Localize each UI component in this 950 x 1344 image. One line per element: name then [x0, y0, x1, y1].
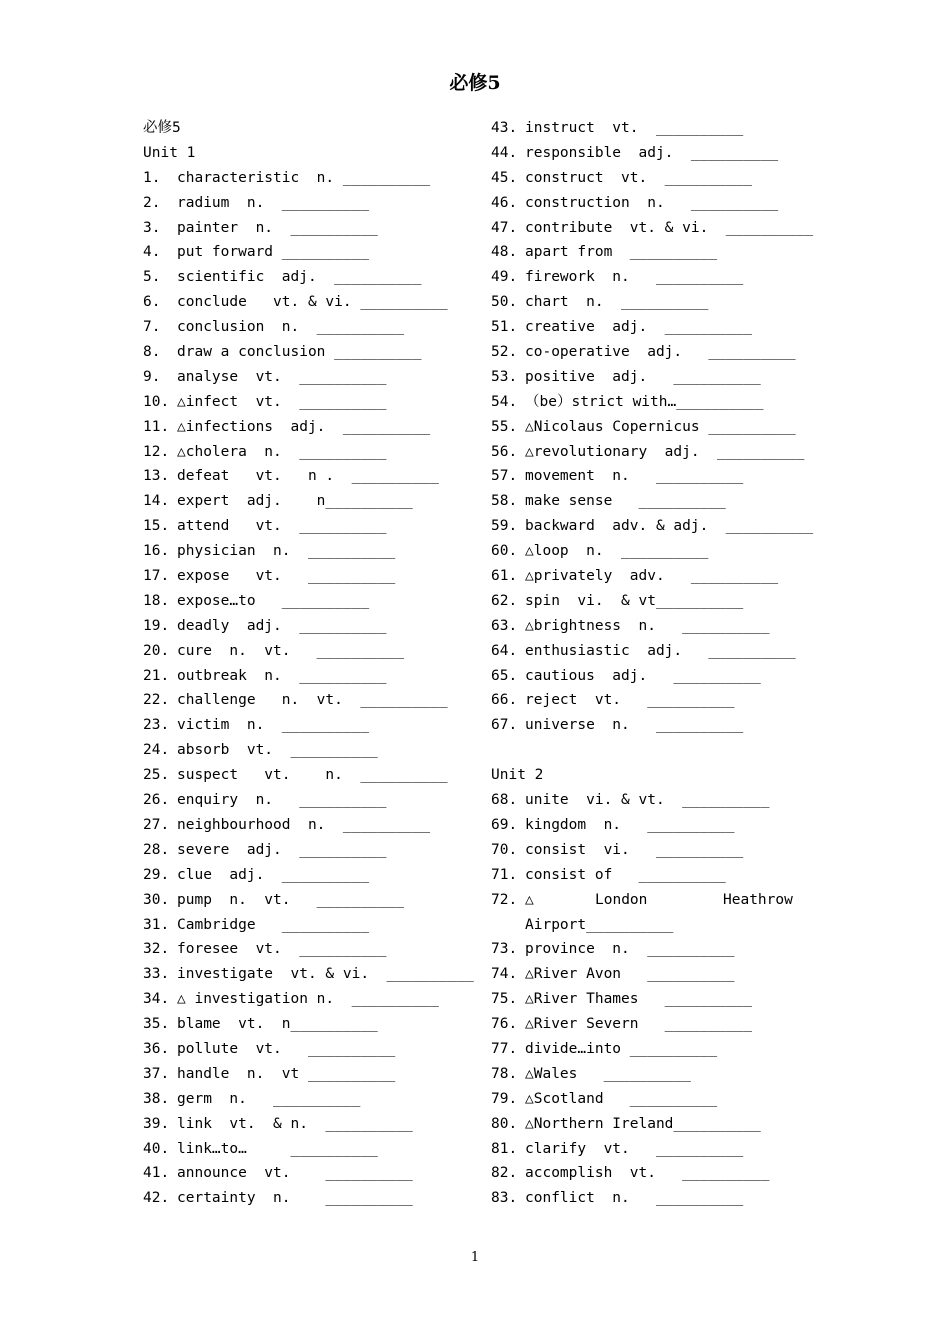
item-text: conclusion n. __________ — [177, 319, 404, 336]
list-item — [491, 1112, 811, 1137]
item-number: 50. — [491, 294, 518, 311]
unit-heading: Unit 2 — [491, 767, 544, 784]
item-number: 22. — [143, 692, 170, 709]
item-number: 33. — [143, 966, 170, 983]
item-text: divide…into __________ — [525, 1040, 718, 1057]
item-number: 4. — [143, 244, 161, 261]
item-number: 30. — [143, 891, 170, 908]
list-item-continuation: Airport__________ — [525, 916, 674, 933]
item-number: 65. — [491, 667, 518, 684]
list-item — [143, 514, 463, 539]
list-item — [143, 315, 463, 340]
list-item — [491, 888, 811, 913]
item-text: expose…to __________ — [177, 592, 370, 609]
item-text: attend vt. __________ — [177, 518, 387, 535]
item-text: absorb vt. __________ — [177, 742, 378, 759]
list-item — [491, 166, 811, 191]
item-text: germ n. __________ — [177, 1090, 361, 1107]
spacer — [491, 738, 811, 763]
item-text: province n. __________ — [525, 941, 735, 958]
item-text: △Northern Ireland__________ — [525, 1115, 761, 1132]
list-item — [491, 216, 814, 241]
item-number: 57. — [491, 468, 518, 485]
item-number: 78. — [491, 1065, 518, 1082]
item-number: 9. — [143, 368, 161, 385]
item-text-spread — [525, 888, 805, 913]
list-item — [143, 838, 463, 863]
list-item — [491, 1087, 811, 1112]
item-number: 45. — [491, 169, 518, 186]
item-number: 26. — [143, 792, 170, 809]
item-number: 23. — [143, 717, 170, 734]
item-text: painter n. __________ — [177, 219, 378, 236]
list-item — [143, 1087, 463, 1112]
item-number: 42. — [143, 1190, 170, 1207]
item-number: 25. — [143, 767, 170, 784]
list-item — [491, 1062, 811, 1087]
item-text: △ investigation n. __________ — [177, 991, 439, 1008]
list-item — [143, 216, 463, 241]
item-number: 66. — [491, 692, 518, 709]
vocab-list-right-a — [491, 116, 814, 738]
vocab-list-left — [143, 166, 474, 1211]
item-number: 59. — [491, 518, 518, 535]
item-text: defeat vt. n . __________ — [177, 468, 439, 485]
item-text-part: Heathrow — [723, 891, 793, 908]
item-number: 83. — [491, 1190, 518, 1207]
item-number: 21. — [143, 667, 170, 684]
item-number: 56. — [491, 443, 518, 460]
item-text: creative adj. __________ — [525, 319, 752, 336]
list-item — [143, 813, 463, 838]
item-text: contribute vt. & vi. __________ — [525, 219, 814, 236]
list-item — [143, 664, 463, 689]
item-text: neighbourhood n. __________ — [177, 816, 431, 833]
item-text: responsible adj. __________ — [525, 144, 779, 161]
list-item — [143, 440, 463, 465]
item-text: announce vt. __________ — [177, 1165, 413, 1182]
left-column — [143, 116, 474, 1211]
item-text: △cholera n. __________ — [177, 443, 387, 460]
item-number: 75. — [491, 991, 518, 1008]
list-item — [491, 464, 811, 489]
item-text: cautious adj. __________ — [525, 667, 761, 684]
list-item — [491, 265, 811, 290]
item-number: 29. — [143, 866, 170, 883]
list-item — [491, 564, 811, 589]
item-number: 67. — [491, 717, 518, 734]
item-number: 1. — [143, 169, 161, 186]
item-number: 11. — [143, 418, 170, 435]
item-number: 74. — [491, 966, 518, 983]
list-item — [491, 639, 811, 664]
item-text: clarify vt. __________ — [525, 1140, 744, 1157]
list-item — [491, 191, 811, 216]
item-number: 80. — [491, 1115, 518, 1132]
list-item — [491, 1137, 811, 1162]
item-text: firework n. __________ — [525, 269, 744, 286]
item-text: apart from __________ — [525, 244, 718, 261]
list-item — [143, 1062, 463, 1087]
item-text: chart n. __________ — [525, 294, 709, 311]
item-number: 17. — [143, 568, 170, 585]
list-item — [491, 713, 811, 738]
item-number: 61. — [491, 568, 518, 585]
item-number: 81. — [491, 1140, 518, 1157]
item-number: 53. — [491, 368, 518, 385]
item-number: 2. — [143, 194, 161, 211]
item-text: foresee vt. __________ — [177, 941, 387, 958]
list-item — [143, 265, 463, 290]
section-heading: 必修5 — [143, 120, 181, 136]
item-text: link vt. & n. __________ — [177, 1115, 413, 1132]
list-item — [143, 589, 463, 614]
list-item — [143, 166, 463, 191]
item-text: suspect vt. n. __________ — [177, 767, 448, 784]
list-item — [491, 440, 811, 465]
item-number: 79. — [491, 1090, 518, 1107]
list-item — [143, 913, 463, 938]
item-text: consist of __________ — [525, 866, 726, 883]
item-text: cure n. vt. __________ — [177, 642, 404, 659]
item-number: 49. — [491, 269, 518, 286]
item-number: 62. — [491, 592, 518, 609]
item-text: handle n. vt __________ — [177, 1065, 396, 1082]
item-number: 12. — [143, 443, 170, 460]
item-text: △brightness n. __________ — [525, 617, 770, 634]
item-number: 82. — [491, 1165, 518, 1182]
item-text: pump n. vt. __________ — [177, 891, 404, 908]
list-item — [143, 1012, 463, 1037]
list-item — [491, 813, 811, 838]
list-item — [143, 1037, 463, 1062]
item-number: 55. — [491, 418, 518, 435]
item-number: 43. — [491, 120, 518, 136]
item-number: 34. — [143, 991, 170, 1008]
item-number: 77. — [491, 1040, 518, 1057]
list-item — [143, 191, 463, 216]
item-number: 72. — [491, 891, 518, 908]
list-item — [143, 614, 463, 639]
list-item — [491, 315, 811, 340]
item-text: analyse vt. __________ — [177, 368, 387, 385]
item-text: backward adv. & adj. __________ — [525, 518, 814, 535]
item-text: universe n. __________ — [525, 717, 744, 734]
list-item — [491, 116, 811, 141]
list-item — [143, 1161, 463, 1186]
list-item — [143, 390, 463, 415]
item-text: construct vt. __________ — [525, 169, 752, 186]
item-text: reject vt. __________ — [525, 692, 735, 709]
item-number: 48. — [491, 244, 518, 261]
item-number: 37. — [143, 1065, 170, 1082]
list-item — [491, 489, 811, 514]
list-item — [491, 987, 811, 1012]
list-item — [491, 863, 811, 888]
list-item — [491, 788, 811, 813]
item-text: accomplish vt. __________ — [525, 1165, 770, 1182]
item-text: △Scotland __________ — [525, 1090, 718, 1107]
list-item — [143, 763, 463, 788]
item-text: conflict n. __________ — [525, 1190, 744, 1207]
list-item — [143, 415, 463, 440]
item-number: 32. — [143, 941, 170, 958]
list-item — [491, 589, 811, 614]
list-item — [143, 464, 463, 489]
item-text: certainty n. __________ — [177, 1190, 413, 1207]
item-text: construction n. __________ — [525, 194, 779, 211]
item-text: draw a conclusion __________ — [177, 344, 422, 361]
item-number: 24. — [143, 742, 170, 759]
item-text: △Nicolaus Copernicus __________ — [525, 418, 796, 435]
item-text-part: △ — [525, 891, 534, 908]
item-text: △infect vt. __________ — [177, 393, 387, 410]
item-text-part: London — [595, 891, 648, 908]
right-column — [491, 116, 814, 1211]
list-item — [491, 1161, 811, 1186]
list-item — [143, 962, 474, 987]
item-number: 39. — [143, 1115, 170, 1132]
list-item — [491, 1186, 811, 1211]
list-item — [143, 564, 463, 589]
list-item — [143, 639, 463, 664]
item-text: scientific adj. __________ — [177, 269, 422, 286]
item-number: 27. — [143, 816, 170, 833]
item-text: conclude vt. & vi. __________ — [177, 294, 448, 311]
item-text: pollute vt. __________ — [177, 1040, 396, 1057]
item-number: 28. — [143, 841, 170, 858]
item-number: 14. — [143, 493, 170, 510]
list-item — [143, 1112, 463, 1137]
list-item — [491, 838, 811, 863]
list-item — [491, 415, 811, 440]
item-text: clue adj. __________ — [177, 866, 370, 883]
item-number: 60. — [491, 543, 518, 560]
list-item — [143, 489, 463, 514]
item-text: △River Severn __________ — [525, 1016, 752, 1033]
item-number: 15. — [143, 518, 170, 535]
item-text: △revolutionary adj. __________ — [525, 443, 805, 460]
item-number: 38. — [143, 1090, 170, 1107]
item-number: 73. — [491, 941, 518, 958]
item-text: make sense __________ — [525, 493, 726, 510]
item-text: deadly adj. __________ — [177, 617, 387, 634]
item-text: expert adj. n__________ — [177, 493, 413, 510]
page-title: 必修5 — [449, 72, 501, 94]
list-item — [143, 340, 463, 365]
page-number: 1 — [470, 1250, 480, 1265]
list-item — [143, 987, 463, 1012]
item-text: △loop n. __________ — [525, 543, 709, 560]
item-number: 64. — [491, 642, 518, 659]
list-item — [491, 340, 811, 365]
item-text: physician n. __________ — [177, 543, 396, 560]
item-text: △River Avon __________ — [525, 966, 735, 983]
list-item — [143, 937, 463, 962]
list-item — [143, 688, 463, 713]
item-number: 52. — [491, 344, 518, 361]
vocab-list-right-c — [491, 937, 811, 1211]
list-item — [491, 937, 811, 962]
item-number: 40. — [143, 1140, 170, 1157]
item-text: blame vt. n__________ — [177, 1016, 378, 1033]
list-item — [491, 962, 811, 987]
list-item — [491, 240, 811, 265]
item-number: 51. — [491, 319, 518, 336]
list-item — [143, 1137, 463, 1162]
list-item — [143, 738, 463, 763]
list-item — [143, 888, 463, 913]
item-text: characteristic n. __________ — [177, 169, 431, 186]
item-text: instruct vt. __________ — [525, 120, 744, 136]
item-number: 58. — [491, 493, 518, 510]
item-number: 10. — [143, 393, 170, 410]
list-item — [491, 141, 811, 166]
item-text: link…to… __________ — [177, 1140, 378, 1157]
item-number: 70. — [491, 841, 518, 858]
list-item — [491, 390, 811, 415]
list-item — [143, 365, 463, 390]
list-item — [143, 290, 463, 315]
item-text: expose vt. __________ — [177, 568, 396, 585]
item-text: △infections adj. __________ — [177, 418, 431, 435]
item-text: （be）strict with…__________ — [525, 393, 764, 410]
item-number: 7. — [143, 319, 161, 336]
item-text: enquiry n. __________ — [177, 792, 387, 809]
item-number: 6. — [143, 294, 161, 311]
item-text: severe adj. __________ — [177, 841, 387, 858]
item-number: 54. — [491, 393, 518, 410]
list-item — [143, 863, 463, 888]
item-text: △Wales __________ — [525, 1065, 691, 1082]
item-number: 16. — [143, 543, 170, 560]
item-text: kingdom n. __________ — [525, 816, 735, 833]
item-number: 41. — [143, 1165, 170, 1182]
item-text: victim n. __________ — [177, 717, 370, 734]
item-number: 20. — [143, 642, 170, 659]
item-text: co-operative adj. __________ — [525, 344, 796, 361]
item-number: 8. — [143, 344, 161, 361]
item-text: radium n. __________ — [177, 194, 370, 211]
item-text: investigate vt. & vi. __________ — [177, 966, 474, 983]
list-item — [143, 240, 463, 265]
list-item — [143, 788, 463, 813]
list-item — [491, 290, 811, 315]
list-item — [143, 713, 463, 738]
item-text: put forward __________ — [177, 244, 370, 261]
item-number: 69. — [491, 816, 518, 833]
item-number: 68. — [491, 792, 518, 809]
list-item — [491, 614, 811, 639]
item-number: 47. — [491, 219, 518, 236]
item-number: 36. — [143, 1040, 170, 1057]
item-number: 5. — [143, 269, 161, 286]
list-item — [143, 1186, 463, 1211]
item-text: spin vi. & vt__________ — [525, 592, 744, 609]
item-text: positive adj. __________ — [525, 368, 761, 385]
list-item — [491, 1012, 811, 1037]
item-number: 35. — [143, 1016, 170, 1033]
item-number: 13. — [143, 468, 170, 485]
item-text: Cambridge __________ — [177, 916, 370, 933]
item-number: 63. — [491, 617, 518, 634]
item-number: 71. — [491, 866, 518, 883]
item-text: enthusiastic adj. __________ — [525, 642, 796, 659]
list-item — [491, 514, 814, 539]
item-number: 76. — [491, 1016, 518, 1033]
item-number: 44. — [491, 144, 518, 161]
item-number: 19. — [143, 617, 170, 634]
item-number: 31. — [143, 916, 170, 933]
item-text: outbreak n. __________ — [177, 667, 387, 684]
list-item — [491, 365, 811, 390]
list-item — [491, 1037, 811, 1062]
list-item — [491, 664, 811, 689]
item-text: consist vi. __________ — [525, 841, 744, 858]
item-text: unite vi. & vt. __________ — [525, 792, 770, 809]
item-number: 46. — [491, 194, 518, 211]
item-number: 3. — [143, 219, 161, 236]
item-text: △River Thames __________ — [525, 991, 752, 1008]
item-text: △privately adv. __________ — [525, 568, 779, 585]
unit-heading: Unit 1 — [143, 144, 196, 161]
vocab-list-right-b — [491, 788, 811, 888]
item-text: challenge n. vt. __________ — [177, 692, 448, 709]
item-number: 18. — [143, 592, 170, 609]
list-item — [143, 539, 463, 564]
item-text: movement n. __________ — [525, 468, 744, 485]
list-item — [491, 688, 811, 713]
list-item — [491, 539, 811, 564]
